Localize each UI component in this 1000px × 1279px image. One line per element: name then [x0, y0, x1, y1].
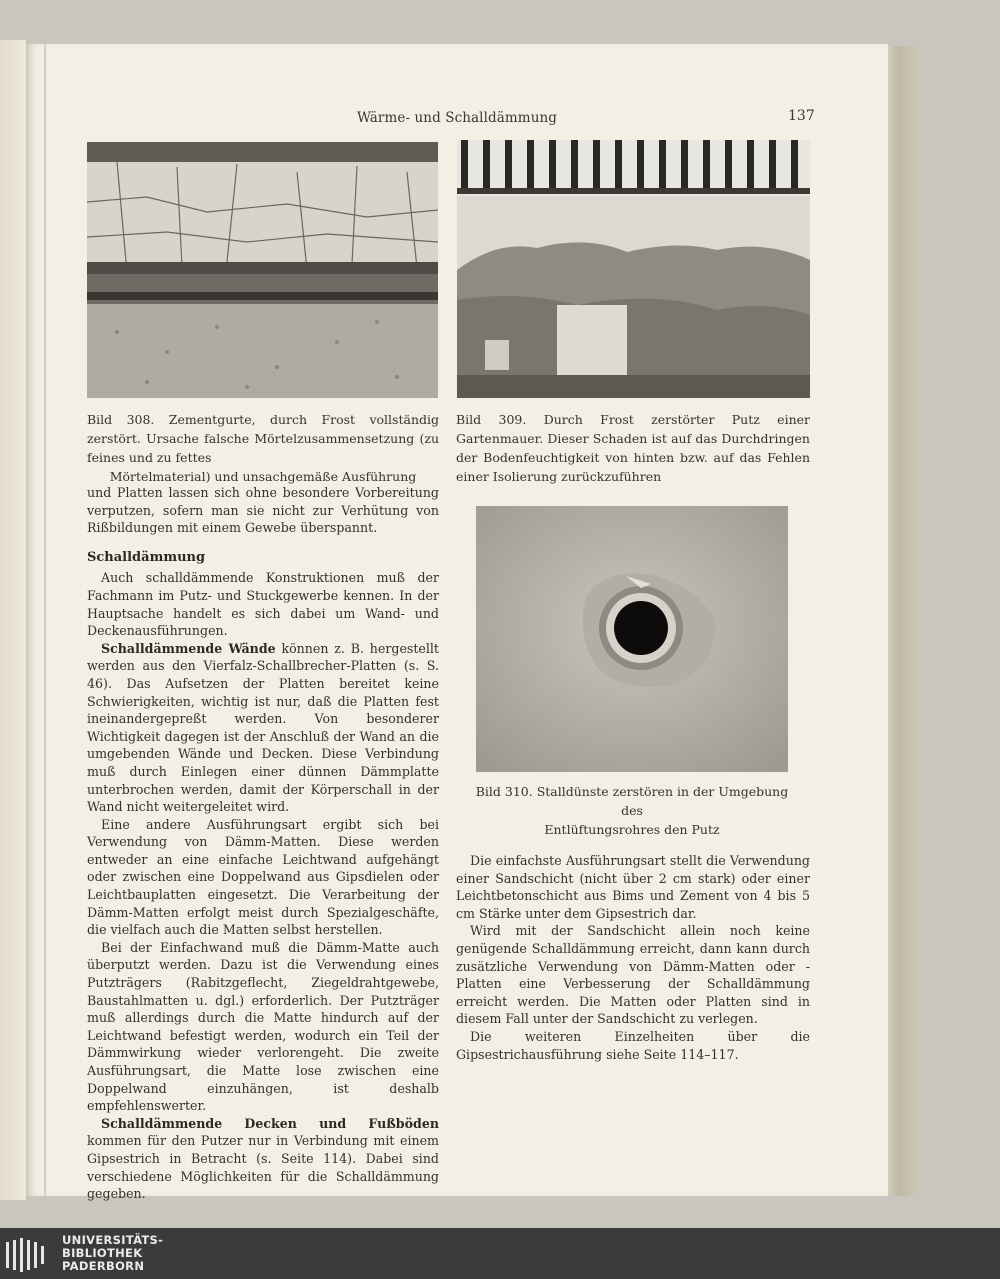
- paragraph-2-term: Schalldämmende Wände: [101, 640, 276, 656]
- library-logo-icon: [4, 1236, 48, 1274]
- paragraph-5-body: kommen für den Putzer nur in Verbindung mit einem Gipsestrich in Betracht (s. Seite 114). Dabei sind verschiedene Möglichkeiten für die Schalldämmung gegeben.: [87, 1133, 439, 1202]
- library-name-line1: UNIVERSITÄTS-: [62, 1233, 164, 1247]
- caption-bild-308-line2: Mörtelmaterial) und unsachgemäße Ausführung: [109, 469, 417, 484]
- intro-paragraph: und Platten lassen sich ohne besondere Vorbereitung verputzen, sofern man sie nicht zur Verhütung von Rißbildungen mit einem Gewebe überspannt.: [87, 485, 439, 536]
- library-name: [62, 1234, 163, 1273]
- running-title: Wärme- und Schalldämmung: [356, 110, 558, 126]
- right-column: [456, 852, 810, 1063]
- right-paragraph-2: Wird mit der Sandschicht allein noch keine genügende Schalldämmung erreicht, dann kann durch zusätzliche Verwendung von Dämm-Matten oder -Platten eine Verbesserung der Schalldämmung erreicht werden. Die Matten oder Platten sind in diesem Fall unter der Sandschicht zu verlegen.: [456, 923, 810, 1027]
- photo-bild-309: [457, 140, 810, 398]
- library-footer-bar: [0, 1228, 1000, 1279]
- paragraph-1: Auch schalldämmende Konstruktionen muß der Fachmann im Putz- und Stuckgewerbe kennen. In der Hauptsache handelt es sich dabei um Wand- und Deckenausführungen.: [87, 570, 439, 639]
- library-name-line2: BIBLIOTHEK: [62, 1246, 143, 1260]
- book-page: [26, 44, 888, 1202]
- book-fore-edge: [884, 46, 919, 1196]
- facing-page-edge: [0, 40, 26, 1200]
- paragraph-4: Bei der Einfachwand muß die Dämm-Matte auch überputzt werden. Dazu ist die Verwendung eines Putzträgers (Rabitzgeflecht, Ziegeldrahtgewebe, Baustahlmatten u. dgl.) erforderlich. Der Putzträger muß allerdings durch die Matte hindurch auf der Leichtwand befestigt werden, wodurch ein Teil der Dämmwirkung wieder verlorengeht. Die zweite Ausführungsart, die Matte lose zwischen eine Doppelwand einzuhängen, ist deshalb empfehlenswerter.: [87, 939, 439, 1114]
- library-name-line3: PADERBORN: [62, 1259, 145, 1273]
- page-number: 137: [788, 108, 815, 124]
- paragraph-5: [87, 1115, 439, 1203]
- gutter-shadow: [44, 44, 46, 1196]
- photo-bild-310: [476, 506, 788, 772]
- paragraph-2: [87, 640, 439, 816]
- paragraph-5-term: Schalldämmende Decken und Fußböden: [101, 1115, 439, 1131]
- caption-bild-309: Bild 309. Durch Frost zerstörter Putz einer Gartenmauer. Dieser Schaden ist auf das Durchdringen der Bodenfeuchtigkeit von hinten bzw. auf das Fehlen einer Isolierung zurückzuführen: [456, 412, 810, 484]
- caption-bild-310-line2: Entlüftungsrohres den Putz: [544, 822, 720, 837]
- right-paragraph-3: Die weiteren Einzelheiten über die Gipsestrichausführung siehe Seite 114–117.: [456, 1028, 810, 1062]
- caption-bild-310: [474, 782, 790, 839]
- caption-bild-310-line1: Bild 310. Stalldünste zerstören in der Umgebung des: [475, 784, 789, 818]
- caption-bild-308: [87, 410, 439, 486]
- right-paragraph-1: Die einfachste Ausführungsart stellt die Verwendung einer Sandschicht (nicht über 2 cm stark) oder einer Leichtbetonschicht aus Bims und Zement von 4 bis 5 cm Stärke unter dem Gipsestrich dar.: [456, 853, 810, 921]
- paragraph-2-body: können z. B. hergestellt werden aus den Vierfalz-Schallbrecher-Platten (s. S. 46). Das Aufsetzen der Platten bereitet keine Schwierigkeiten, wichtig ist nur, daß die Platten fest ineinandergepreßt werden. Von besonderer Wichtigkeit dagegen ist der Anschluß der Wand an die umgebenden Wände und Decken. Diese Verbindung muß durch Einlegen einer dünnen Dämmplatte unterbrochen werden, damit der Körperschall in der Wand nicht weitergeleitet wird.: [87, 640, 439, 815]
- paragraph-3: Eine andere Ausführungsart ergibt sich bei Verwendung von Dämm-Matten. Diese werden entweder an eine einfache Leichtwand aufgehängt oder zwischen eine Doppelwand aus Gipsdielen oder Leichtbauplatten eingesetzt. Die Verarbeitung der Dämm-Matten erfolgt meist durch Spezialgeschäfte, die vielfach auch die Matten selbst herstellen.: [87, 816, 439, 938]
- caption-bild-308-line1: Bild 308. Zementgurte, durch Frost vollständig zerstört. Ursache falsche Mörtelzusammensetzung (zu feines und zu fettes: [87, 412, 439, 465]
- left-column: [87, 484, 439, 1203]
- section-heading-schalldaemmung: Schalldämmung: [87, 549, 206, 565]
- photo-bild-308: [87, 142, 438, 398]
